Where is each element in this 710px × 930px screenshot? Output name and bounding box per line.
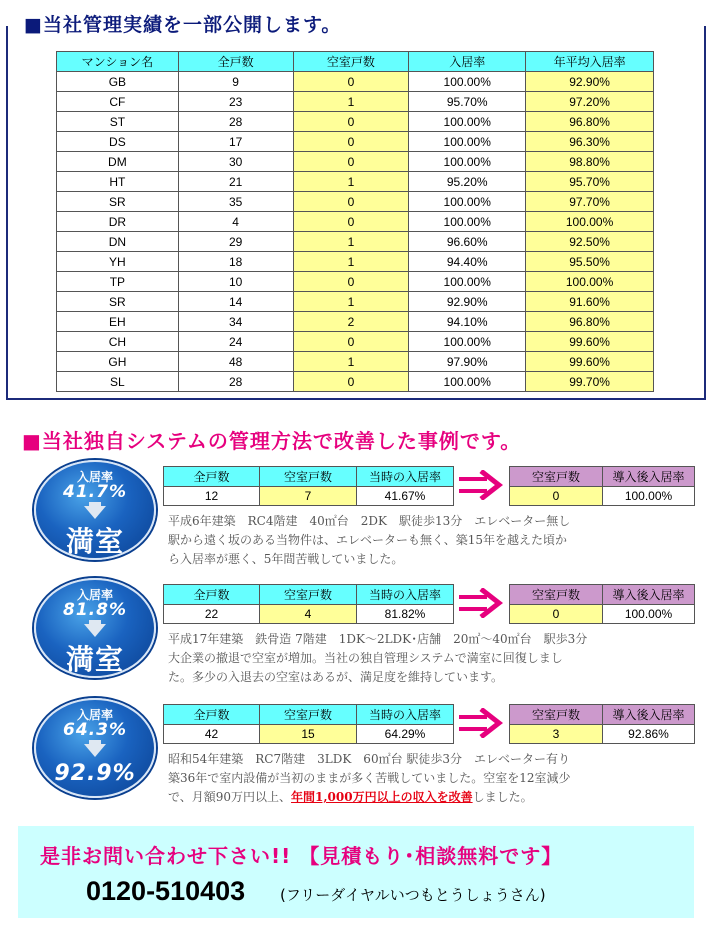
cell-rate-at-time: 64.29%	[357, 725, 454, 744]
cell-total-units: 35	[178, 192, 293, 212]
cell-vacant-units: 1	[293, 352, 409, 372]
cell-vacant-units: 0	[293, 112, 409, 132]
header-occupancy-rate: 入居率	[409, 52, 526, 72]
table-row	[164, 605, 454, 624]
cell-occupancy-rate: 100.00%	[409, 272, 526, 292]
down-arrow-icon	[84, 506, 106, 519]
table-header-row	[510, 585, 695, 605]
badge-result: 満室	[65, 525, 124, 558]
header-rate-after: 導入後入居率	[603, 585, 695, 605]
cell-occupancy-rate: 95.70%	[409, 92, 526, 112]
cell-vacant-units: 4	[260, 605, 357, 624]
case-description-line: 平成17年建築 鉄骨造 7階建 1DK～2LDK･店舗 20㎡～40㎡台 駅歩3分	[168, 632, 588, 646]
cell-occupancy-rate: 100.00%	[409, 112, 526, 132]
badge-result: 満室	[65, 643, 124, 676]
cell-occupancy-rate: 100.00%	[409, 192, 526, 212]
cell-vacant-units: 0	[510, 487, 603, 506]
cell-mansion-name: CH	[57, 332, 179, 352]
cell-mansion-name: DN	[57, 232, 179, 252]
cell-rate-at-time: 41.67%	[357, 487, 454, 506]
contact-box	[18, 826, 694, 918]
table-header-row	[510, 467, 695, 487]
badge-label: 入居率	[76, 708, 113, 722]
cell-mansion-name: CF	[57, 92, 179, 112]
cell-vacant-units: 0	[293, 72, 409, 92]
badge-before-percent: 81.8%	[63, 600, 127, 620]
cell-mansion-name: GH	[57, 352, 179, 372]
header-annual-avg-rate: 年平均入居率	[526, 52, 654, 72]
cell-annual-avg-rate: 96.30%	[526, 132, 654, 152]
cell-vacant-units: 0	[293, 192, 409, 212]
before-table	[163, 466, 454, 506]
cell-vacant-units: 0	[293, 132, 409, 152]
cell-annual-avg-rate: 99.60%	[526, 332, 654, 352]
case-description-line: 昭和54年建築 RC7階建 3LDK 60㎡台 駅徒歩3分 エレベーター有り	[168, 752, 571, 766]
cell-annual-avg-rate: 96.80%	[526, 112, 654, 132]
cell-vacant-units: 3	[510, 725, 603, 744]
cell-mansion-name: GB	[57, 72, 179, 92]
cell-vacant-units: 7	[260, 487, 357, 506]
cell-total-units: 29	[178, 232, 293, 252]
right-double-arrow-icon	[459, 588, 503, 618]
cell-mansion-name: YH	[57, 252, 179, 272]
table-row	[57, 272, 654, 292]
cell-occupancy-rate: 96.60%	[409, 232, 526, 252]
table-row	[57, 232, 654, 252]
table-row	[57, 92, 654, 112]
after-table	[509, 466, 695, 506]
cell-total-units: 10	[178, 272, 293, 292]
case-description-line: 大企業の撤退で空室が増加。当社の独自管理システムで満室に回復しまし	[168, 651, 563, 665]
cell-annual-avg-rate: 97.20%	[526, 92, 654, 112]
header-vacant-units: 空室戸数	[510, 467, 603, 487]
cell-total-units: 28	[178, 372, 293, 392]
table-row	[57, 192, 654, 212]
header-vacant-units: 空室戸数	[510, 585, 603, 605]
cell-annual-avg-rate: 97.70%	[526, 192, 654, 212]
cell-vacant-units: 1	[293, 232, 409, 252]
table-row	[164, 725, 454, 744]
header-vacant-units: 空室戸数	[260, 705, 357, 725]
header-mansion-name: マンション名	[57, 52, 179, 72]
cell-occupancy-rate: 95.20%	[409, 172, 526, 192]
cell-mansion-name: DR	[57, 212, 179, 232]
before-table	[163, 704, 454, 744]
table-row	[57, 72, 654, 92]
cell-total-units: 24	[178, 332, 293, 352]
table-row	[57, 172, 654, 192]
table-header-row	[164, 705, 454, 725]
header-total-units: 全戸数	[164, 705, 260, 725]
cell-annual-avg-rate: 91.60%	[526, 292, 654, 312]
cell-mansion-name: DM	[57, 152, 179, 172]
cell-annual-avg-rate: 100.00%	[526, 212, 654, 232]
right-double-arrow-icon	[459, 708, 503, 738]
cell-vacant-units: 0	[293, 212, 409, 232]
cell-annual-avg-rate: 100.00%	[526, 272, 654, 292]
table-row	[57, 252, 654, 272]
header-total-units: 全戸数	[164, 467, 260, 487]
cell-occupancy-rate: 100.00%	[409, 212, 526, 232]
header-rate-at-time: 当時の入居率	[357, 585, 454, 605]
down-arrow-icon	[84, 744, 106, 757]
table-row	[57, 372, 654, 392]
cell-total-units: 34	[178, 312, 293, 332]
header-vacant-units: 空室戸数	[293, 52, 409, 72]
cell-occupancy-rate: 100.00%	[409, 372, 526, 392]
after-table	[509, 584, 695, 624]
cell-occupancy-rate: 94.40%	[409, 252, 526, 272]
cell-occupancy-rate: 92.90%	[409, 292, 526, 312]
cell-occupancy-rate: 100.00%	[409, 72, 526, 92]
case-description	[168, 630, 708, 687]
table-header-row	[164, 467, 454, 487]
cell-vacant-units: 0	[293, 372, 409, 392]
phone-number[interactable]: 0120-510403	[86, 876, 246, 906]
case-description-line: 駅から遠く坂のある当物件は、エレベーターも無く、築15年を越えた頃か	[168, 533, 568, 547]
cell-annual-avg-rate: 92.90%	[526, 72, 654, 92]
table-header-row	[57, 52, 654, 72]
occupancy-badge	[34, 460, 156, 560]
cell-vacant-units: 1	[293, 292, 409, 312]
cell-total-units: 22	[164, 605, 260, 624]
table-row	[164, 487, 454, 506]
cell-vacant-units: 0	[293, 272, 409, 292]
case-description-line	[168, 788, 708, 807]
case-description	[168, 750, 708, 807]
cell-total-units: 14	[178, 292, 293, 312]
cell-occupancy-rate: 97.90%	[409, 352, 526, 372]
cell-total-units: 30	[178, 152, 293, 172]
header-rate-at-time: 当時の入居率	[357, 705, 454, 725]
section2-title: ■当社独自システムの管理方法で改善した事例です。	[22, 429, 522, 453]
badge-before-percent: 64.3%	[63, 720, 127, 740]
cell-annual-avg-rate: 99.60%	[526, 352, 654, 372]
case-description-line: ら入居率が悪く、5年間苦戦していました。	[168, 552, 404, 566]
case-description-line: た。多少の入退去の空室はあるが、満足度を維持しています。	[168, 670, 504, 684]
table-header-row	[510, 705, 695, 725]
cell-mansion-name: SR	[57, 292, 179, 312]
cell-vacant-units: 1	[293, 92, 409, 112]
header-rate-at-time: 当時の入居率	[357, 467, 454, 487]
header-vacant-units: 空室戸数	[260, 467, 357, 487]
cell-total-units: 9	[178, 72, 293, 92]
occupancy-badge	[34, 578, 156, 678]
right-double-arrow-icon	[459, 470, 503, 500]
cell-rate-at-time: 81.82%	[357, 605, 454, 624]
cell-occupancy-rate: 94.10%	[409, 312, 526, 332]
cell-vacant-units: 1	[293, 252, 409, 272]
case-description	[168, 512, 708, 569]
cell-total-units: 48	[178, 352, 293, 372]
badge-result: 92.9%	[54, 761, 136, 786]
cell-total-units: 23	[178, 92, 293, 112]
header-total-units: 全戸数	[164, 585, 260, 605]
header-rate-after: 導入後入居率	[603, 705, 695, 725]
case-description-line: 平成6年建築 RC4階建 40㎡台 2DK 駅徒歩13分 エレベーター無し	[168, 514, 571, 528]
cell-mansion-name: EH	[57, 312, 179, 332]
cell-total-units: 21	[178, 172, 293, 192]
header-vacant-units: 空室戸数	[260, 585, 357, 605]
cell-total-units: 18	[178, 252, 293, 272]
cell-mansion-name: TP	[57, 272, 179, 292]
phone-reading: (フリーダイヤルいつもとうしょうさん)	[280, 886, 546, 904]
cell-occupancy-rate: 100.00%	[409, 152, 526, 172]
cell-annual-avg-rate: 92.50%	[526, 232, 654, 252]
cell-vacant-units: 1	[293, 172, 409, 192]
table-row	[57, 112, 654, 132]
cell-vacant-units: 15	[260, 725, 357, 744]
before-table	[163, 584, 454, 624]
cell-rate-after: 100.00%	[603, 605, 695, 624]
cell-mansion-name: HT	[57, 172, 179, 192]
after-table	[509, 704, 695, 744]
badge-before-percent: 41.7%	[63, 482, 127, 502]
table-row	[510, 725, 695, 744]
cell-vacant-units: 0	[510, 605, 603, 624]
cell-mansion-name: ST	[57, 112, 179, 132]
table-row	[510, 605, 695, 624]
table-row	[57, 152, 654, 172]
down-arrow-icon	[84, 624, 106, 637]
cell-vacant-units: 0	[293, 152, 409, 172]
cell-mansion-name: DS	[57, 132, 179, 152]
header-total-units: 全戸数	[178, 52, 293, 72]
cell-annual-avg-rate: 96.80%	[526, 312, 654, 332]
cell-occupancy-rate: 100.00%	[409, 332, 526, 352]
desc-text: しました。	[472, 790, 533, 804]
table-row	[510, 487, 695, 506]
cell-total-units: 17	[178, 132, 293, 152]
cell-rate-after: 100.00%	[603, 487, 695, 506]
table-row	[57, 212, 654, 232]
case-description-line: 築36年で室内設備が当初のままが多く苦戦していました。空室を12室減少	[168, 771, 571, 785]
table-row	[57, 132, 654, 152]
desc-text: で、月額90万円以上、	[168, 790, 292, 804]
cell-mansion-name: SR	[57, 192, 179, 212]
header-vacant-units: 空室戸数	[510, 705, 603, 725]
cell-mansion-name: SL	[57, 372, 179, 392]
management-table	[56, 51, 654, 392]
cell-total-units: 28	[178, 112, 293, 132]
cell-total-units: 42	[164, 725, 260, 744]
cell-total-units: 4	[178, 212, 293, 232]
header-rate-after: 導入後入居率	[603, 467, 695, 487]
contact-headline: 是非お問い合わせ下さい!! 【見積もり･相談無料です】	[40, 844, 563, 868]
badge-label: 入居率	[76, 588, 113, 602]
cell-total-units: 12	[164, 487, 260, 506]
badge-label: 入居率	[76, 470, 113, 484]
table-row	[57, 292, 654, 312]
cell-annual-avg-rate: 95.50%	[526, 252, 654, 272]
occupancy-badge	[34, 698, 156, 798]
table-header-row	[164, 585, 454, 605]
section1-title: ■当社管理実績を一部公開します。	[24, 14, 342, 36]
cell-occupancy-rate: 100.00%	[409, 132, 526, 152]
cell-rate-after: 92.86%	[603, 725, 695, 744]
cell-annual-avg-rate: 99.70%	[526, 372, 654, 392]
table-row	[57, 312, 654, 332]
cell-vacant-units: 0	[293, 332, 409, 352]
cell-annual-avg-rate: 98.80%	[526, 152, 654, 172]
cell-annual-avg-rate: 95.70%	[526, 172, 654, 192]
desc-highlight: 年間1,000万円以上の収入を改善	[291, 790, 473, 804]
cell-vacant-units: 2	[293, 312, 409, 332]
table-row	[57, 332, 654, 352]
table-row	[57, 352, 654, 372]
